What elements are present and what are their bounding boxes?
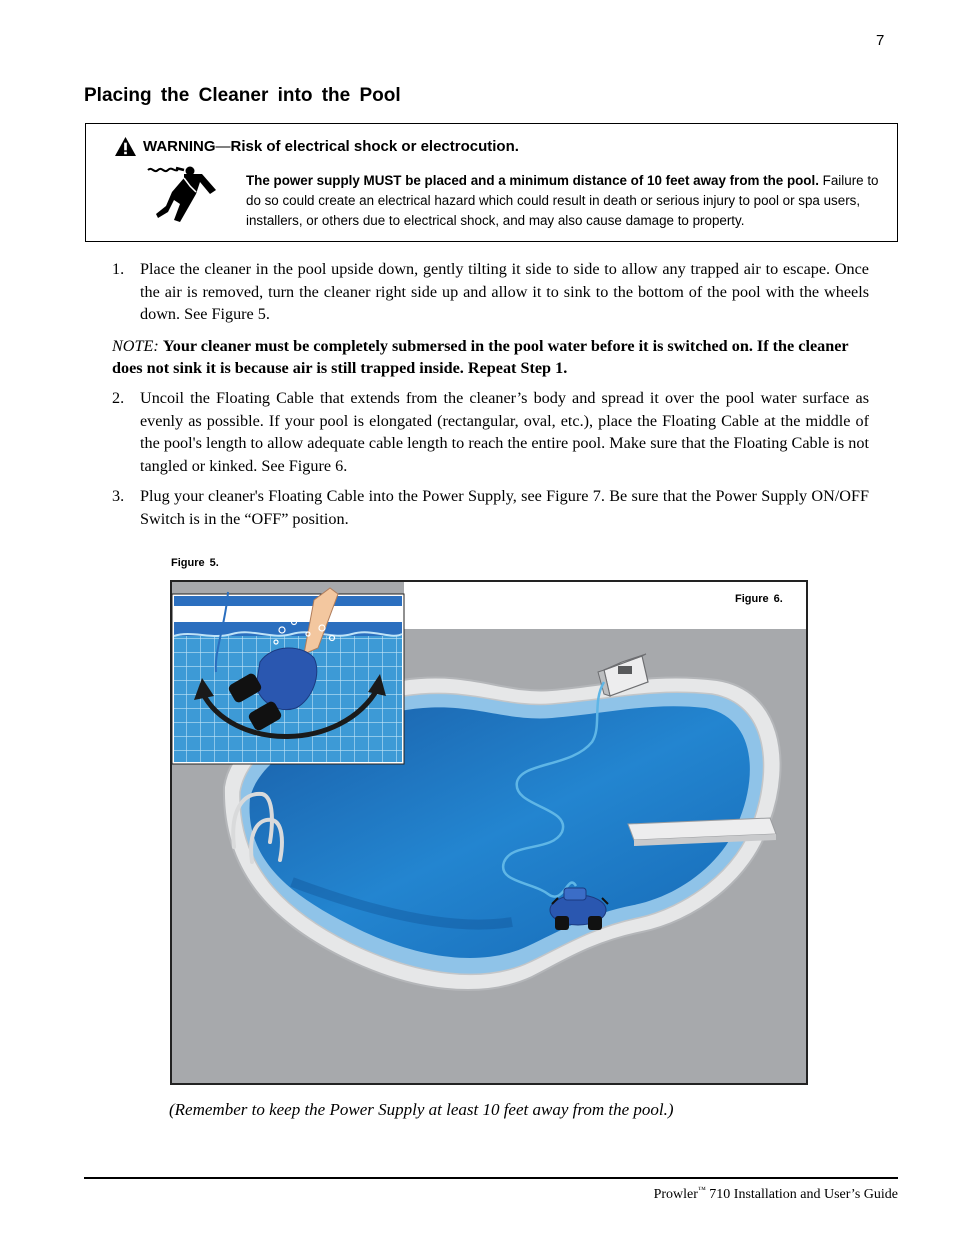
footer-brand: Prowler	[653, 1187, 698, 1202]
step-text: Place the cleaner in the pool upside down, gently tilting it side to side to allow any trapped air to escape. Once the air is removed, turn the cleaner right side up and allow it to sink to the bottom of the pool with the wheels down. See Figure 5.	[140, 260, 869, 323]
figure-5-caption: Figure 5.	[171, 557, 219, 569]
figure-pool-illustration	[170, 580, 808, 1085]
electric-shock-icon	[144, 164, 222, 222]
warning-body	[246, 171, 886, 231]
page-number: 7	[876, 32, 885, 49]
pool-scene	[172, 582, 806, 1083]
note	[112, 335, 872, 379]
warning-dash: —	[215, 138, 231, 155]
warning-body-text: Failure to do so could create an electrical hazard which could result in death or serious injury to pool or spa users, installers, or others due to electrical shock, and may also cause damage to property.	[246, 173, 879, 228]
step-number: 2.	[112, 389, 125, 407]
footer-rule	[84, 1177, 898, 1179]
footer-title: 710 Installation and User’s Guide	[705, 1187, 898, 1202]
warning-label: WARNING	[143, 138, 216, 155]
figure-5-inset	[172, 588, 404, 764]
step-text: Plug your cleaner's Floating Cable into the Power Supply, see Figure 7. Be sure that the Power Supply ON/OFF Switch is in the “OFF” position.	[140, 487, 869, 528]
footer-trademark: ™	[697, 1185, 706, 1194]
figure-6-caption: Figure 6.	[735, 593, 783, 605]
step-number: 1.	[112, 260, 125, 278]
warning-bold-text: The power supply MUST be placed and a minimum distance of 10 feet away from the pool.	[246, 173, 819, 188]
step-2	[112, 387, 869, 477]
warning-headline: Risk of electrical shock or electrocution.	[230, 138, 519, 155]
footer	[628, 1185, 898, 1203]
section-title: Placing the Cleaner into the Pool	[84, 85, 401, 106]
note-text: Your cleaner must be completely submersed in the pool water before it is switched on. If the cleaner does not sink it is because air is still trapped inside. Repeat Step 1.	[112, 337, 849, 377]
warning-triangle-icon	[114, 136, 137, 157]
step-3	[112, 485, 869, 530]
step-number: 3.	[112, 487, 125, 505]
warning-header	[114, 136, 519, 157]
warning-box	[85, 123, 898, 242]
step-text: Uncoil the Floating Cable that extends from the cleaner’s body and spread it over the pool water surface as evenly as possible. If your pool is elongated (rectangular, oval, etc.), place the Floating Cable at the middle of the pool's length to allow adequate cable length to reach the entire pool. Make sure that the Floating Cable is not tangled or kinked. See Figure 6.	[140, 389, 869, 475]
figure-6-label-area	[404, 582, 806, 629]
note-label: NOTE:	[112, 337, 159, 355]
reminder-text: (Remember to keep the Power Supply at least 10 feet away from the pool.)	[169, 1100, 674, 1119]
step-1	[112, 258, 869, 326]
